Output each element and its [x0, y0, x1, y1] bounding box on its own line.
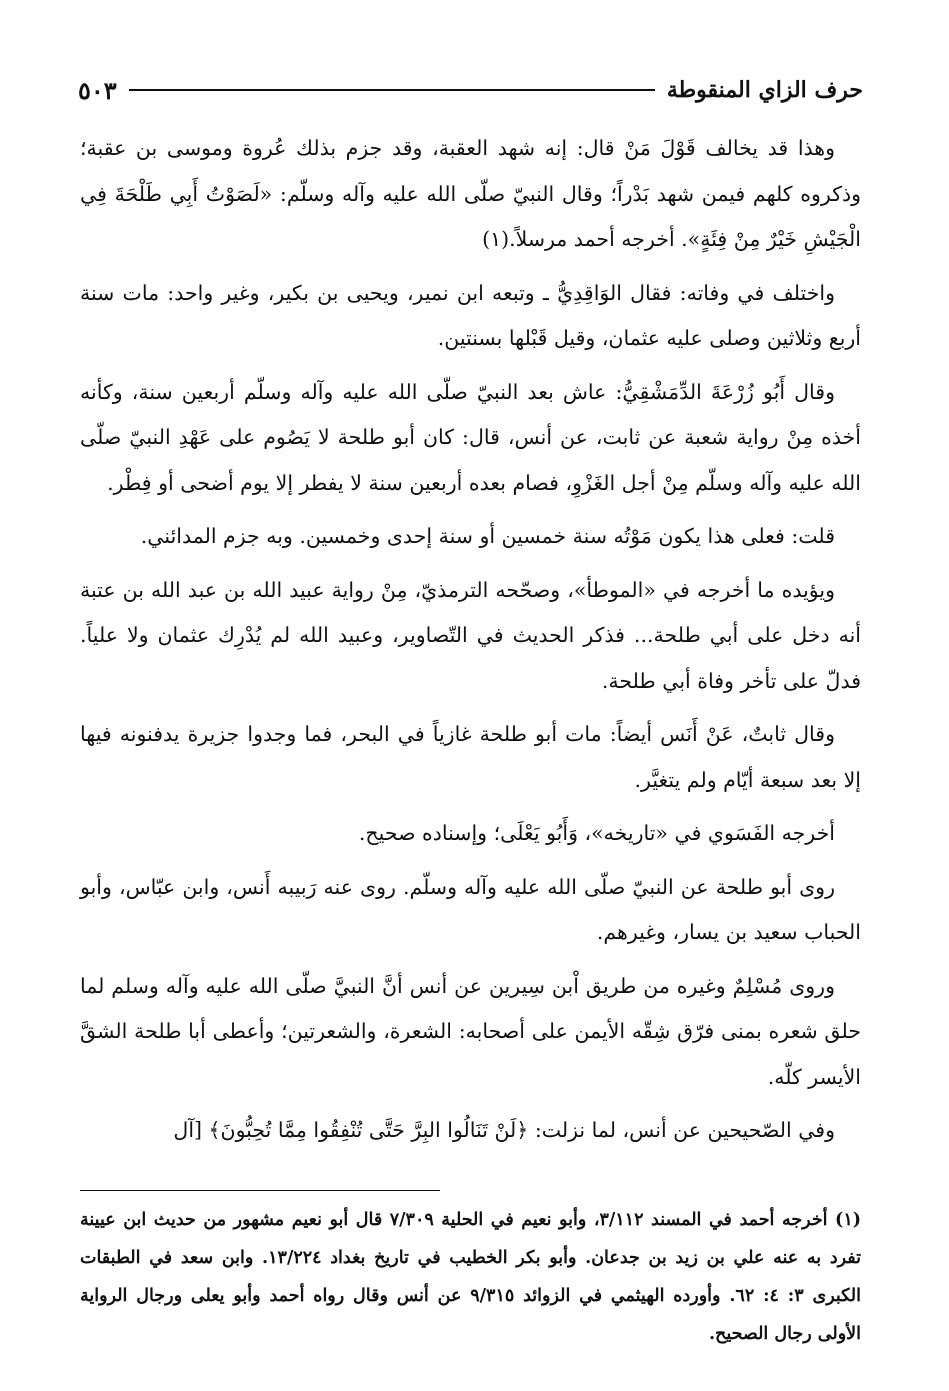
- paragraph: ويؤيده ما أخرجه في «الموطأ»، وصحّحه الترمذيّ، مِنْ رواية عبيد الله بن عبد الله بن عتبة أنه دخل على أبي طلحة... فذكر الحديث في التّصاوير، وعبيد الله لم يُدْرِك عثمان ولا علياً. فدلّ على تأخر وفاة أبي طلحة.: [80, 577, 861, 693]
- footnotes: [80, 1201, 861, 1353]
- paragraph: واختلف في وفاته: فقال الوَاقِدِيُّ ـ وتبعه ابن نمير، ويحيى بن بكير، وغير واحد: مات سنة أربع وثلاثين وصلى عليه عثمان، وقيل قَبْلها بسنتين.: [80, 280, 861, 350]
- page-header: [78, 70, 863, 110]
- paragraph: أخرجه الفَسَوي في «تاريخه»، وَأَبُو يَعْلَى؛ وإسناده صحيح.: [358, 821, 835, 845]
- footnote-separator: [80, 1190, 440, 1191]
- running-title: حرف الزاي المنقوطة: [666, 77, 863, 103]
- paragraph: وقال أَبُو زُرْعَةَ الدِّمَشْقِيُّ: عاش بعد النبيّ صلّى الله عليه وآله وسلّم أربعين سنة، وكأنه أخذه مِنْ رواية شعبة عن ثابت، عن أنس، قال: كان أبو طلحة لا يَصُوم على عَهْدِ النبيّ صلّى الله عليه وآله وسلّم مِنْ أجل الغَزْوِ، فصام بعده أربعين سنة لا يفطر إلا يوم أضحى أو فِطْر.: [80, 379, 861, 495]
- main-text: [80, 126, 861, 1162]
- paragraph: قلت: فعلى هذا يكون مَوْتُه سنة خمسين أو سنة إحدى وخمسين. وبه جزم المدائني.: [140, 524, 835, 548]
- footnote: (١) أخرجه أحمد في المسند ٣/١١٢، وأبو نعيم في الحلية ٧/٣٠٩ قال أبو نعيم مشهور من حديث ابن عيينة تفرد به عنه علي بن زيد بن جدعان. وأبو بكر الخطيب في تاريخ بغداد ١٣/٢٢٤. وابن سعد في الطبقات الكبرى ٣: ٤: ٦٢. وأورده الهيثمي في الزوائد ٩/٣١٥ عن أنس وقال رواه أحمد وأبو يعلى ورجال الرواية الأولى رجال الصحيح.: [80, 1210, 862, 1344]
- header-rule: [129, 89, 655, 91]
- paragraph: وقال ثابتٌ، عَنْ أَنَس أيضاً: مات أبو طلحة غازياً في البحر، فما وجدوا جزيرة يدفنونه فيها إلا بعد سبعة أيّام ولم يتغيَّر.: [80, 722, 861, 792]
- paragraph: وفي الصّحيحين عن أنس، لما نزلت: ﴿لَنْ تَنَالُوا البِرَّ حَتَّى تُنْفِقُوا مِمَّا تُحِبُّونَ﴾ [آل: [173, 1118, 835, 1142]
- paragraph: روى أبو طلحة عن النبيّ صلّى الله عليه وآله وسلّم. روى عنه رَبيبه أَنس، وابن عبّاس، وأبو الحباب سعيد بن يسار، وغيرهم.: [80, 874, 861, 944]
- paragraph: وروى مُسْلِمٌ وغيره من طريق اْبن سِيرين عن أنس أنَّ النبيَّ صلّى الله عليه وآله وسلم لما حلق شعره بمنى فرّق شِقّه الأيمن على أصحابه: الشعرة، والشعرتين؛ وأعطى أبا طلحة الشقَّ الأيسر كلّه.: [80, 973, 861, 1089]
- page-number: ٥٠٣: [78, 75, 117, 105]
- paragraph: وهذا قد يخالف قَوْلَ مَنْ قال: إنه شهد العقبة، وقد جزم بذلك عُروة وموسى بن عقبة؛ وذكروه كلهم فيمن شهد بَدْراً؛ وقال النبيّ صلّى الله عليه وآله وسلّم: «لَصَوْتُ أَبِي طَلْحَةَ فِي الْجَيْشِ خَيْرٌ مِنْ فِئَةٍ». أخرجه أحمد مرسلاً.(١): [80, 136, 861, 251]
